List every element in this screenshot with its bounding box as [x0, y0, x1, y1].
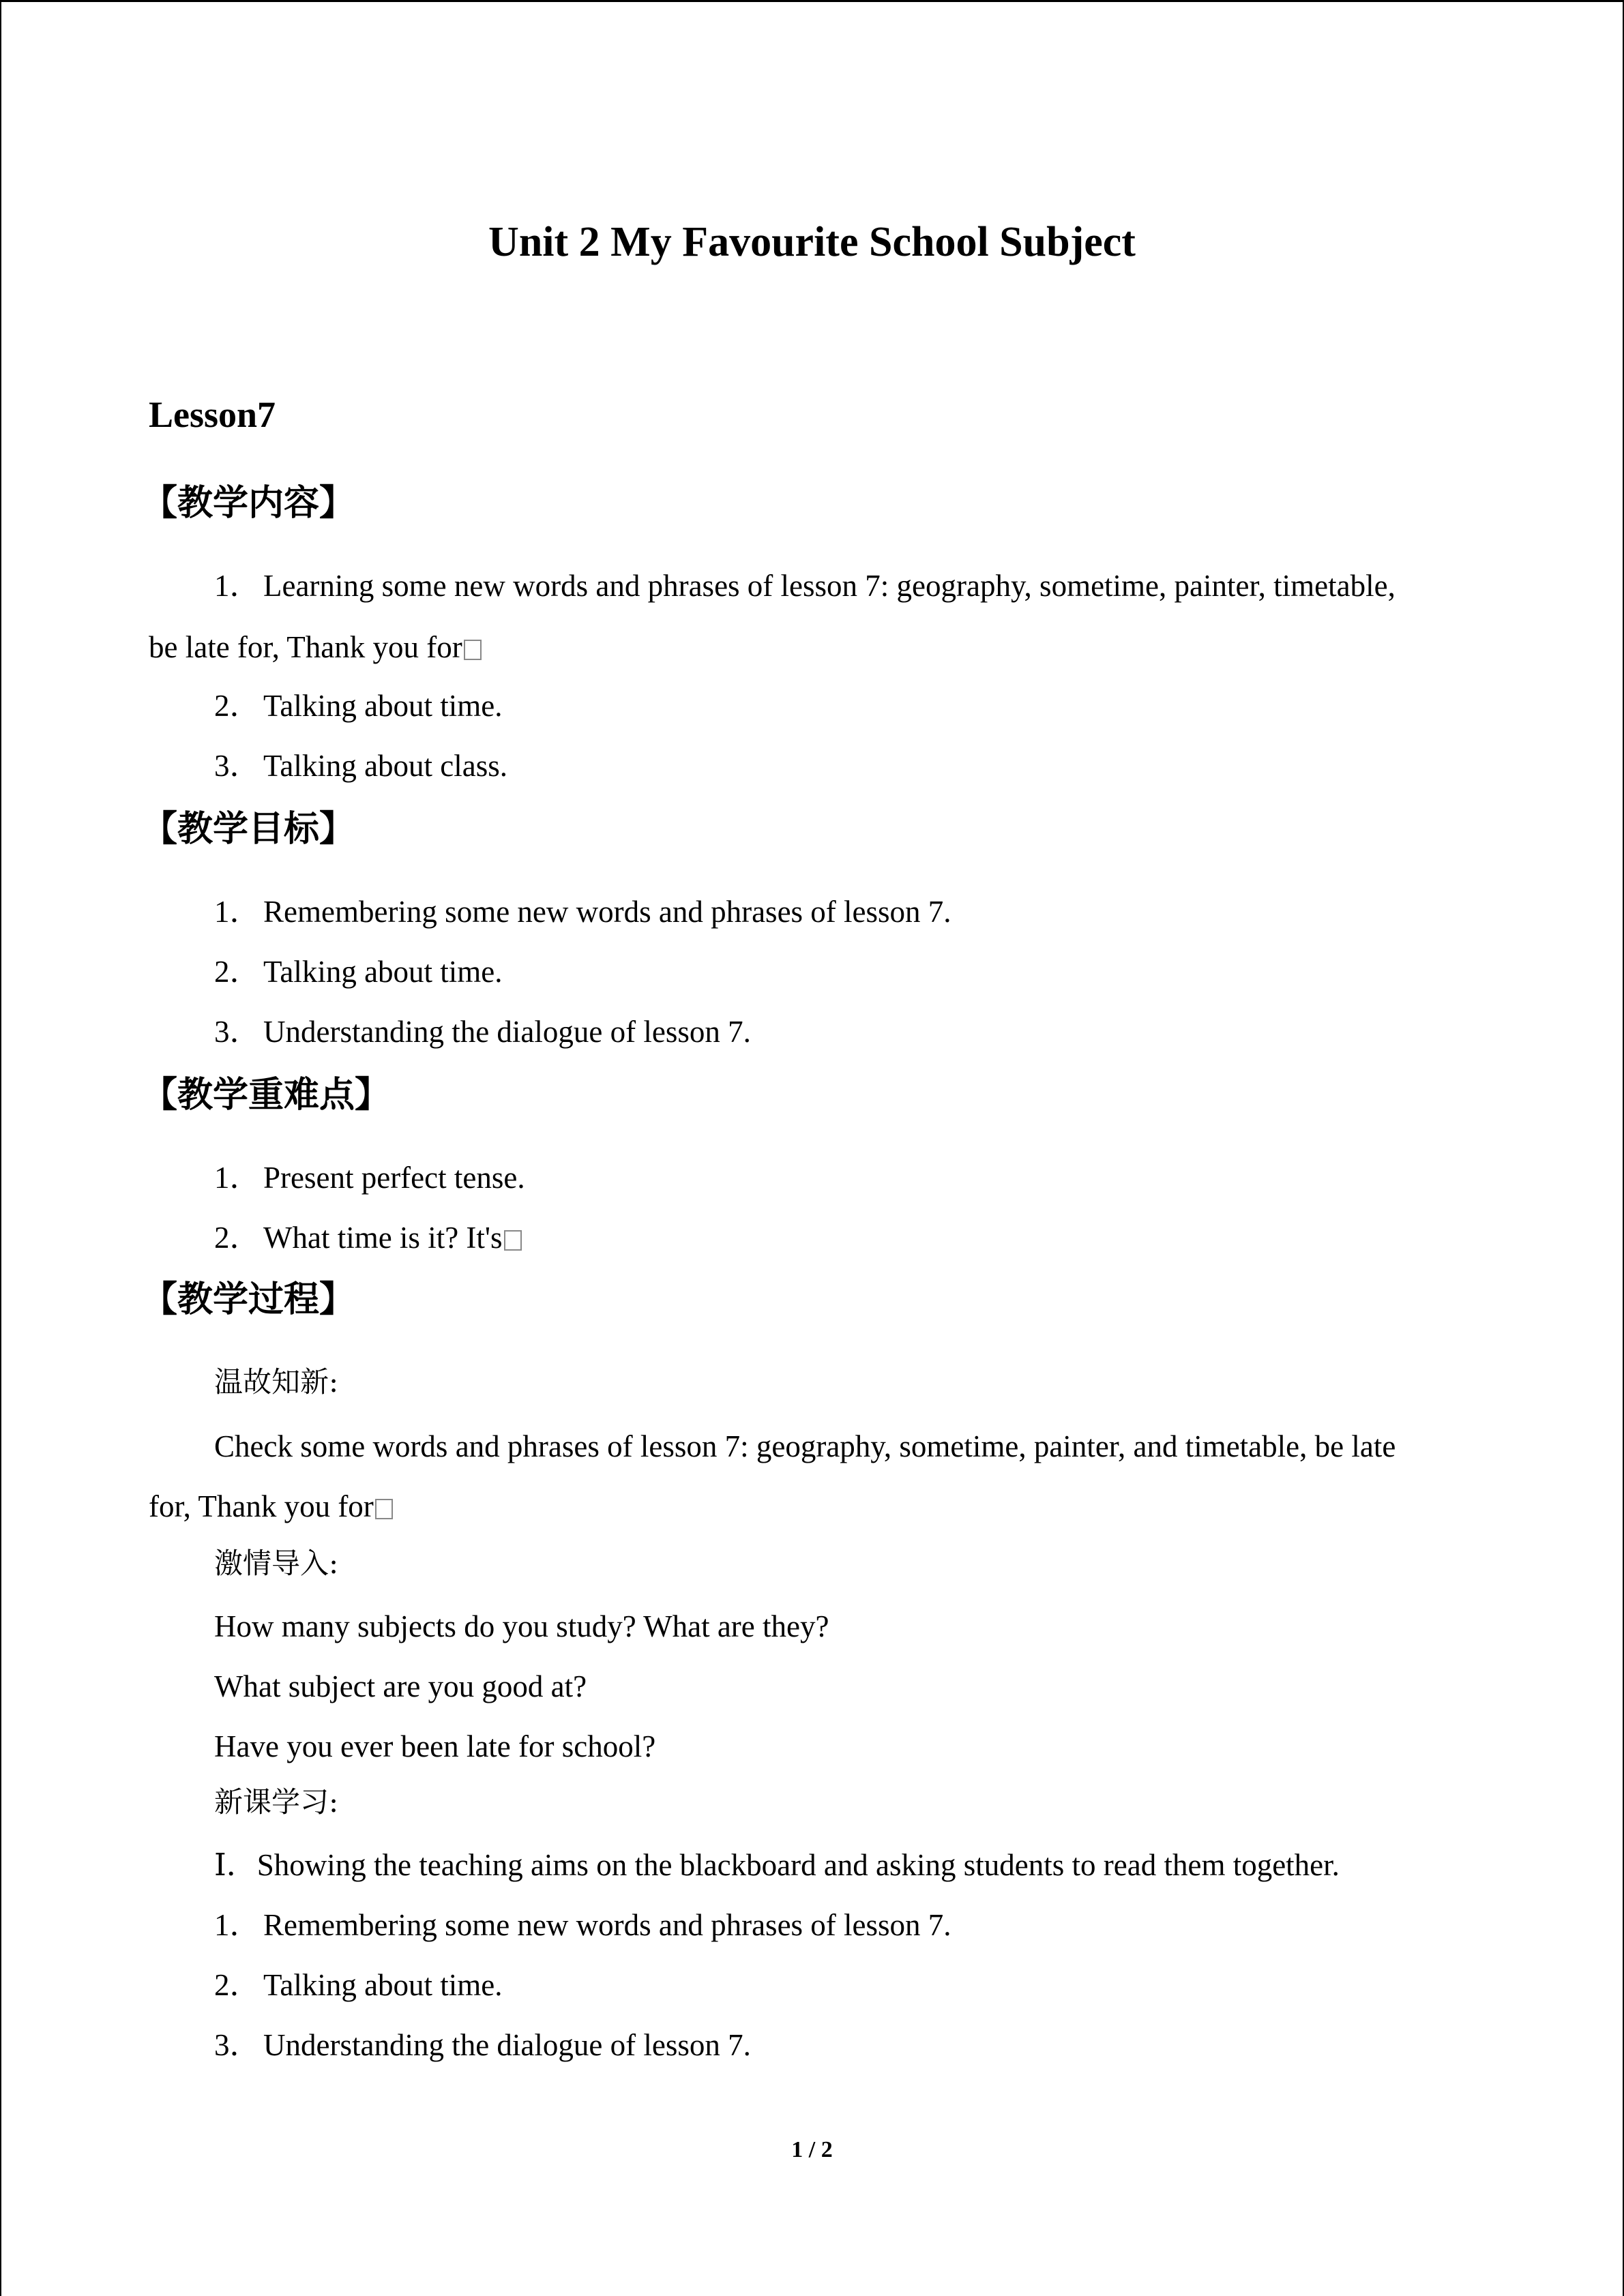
- aim-item-1-text: Remembering some new words and phrases of lesson 7.: [263, 1908, 951, 1942]
- missing-glyph-box: [504, 1230, 522, 1251]
- review-cont: [149, 1486, 393, 1527]
- content-item-3-text: Talking about class.: [263, 749, 508, 783]
- keypoints-item-1: [214, 1157, 525, 1198]
- aim-item-2-text: Talking about time.: [263, 1968, 503, 2002]
- goals-item-1: [214, 891, 951, 932]
- goals-item-1-num: 1．: [214, 895, 261, 929]
- heading-goals: 【教学目标】: [142, 809, 355, 850]
- goals-item-1-text: Remembering some new words and phrases of lesson 7.: [263, 895, 951, 929]
- keypoints-item-1-text: Present perfect tense.: [263, 1161, 525, 1195]
- content-item-1-num: 1．: [214, 569, 261, 603]
- content-item-1-cont: [149, 627, 482, 668]
- missing-glyph-box: [464, 640, 482, 660]
- review-text: Check some words and phrases of lesson 7: geography, sometime, painter, and timetable, be late: [214, 1429, 1396, 1463]
- aim-item-1: [214, 1905, 951, 1945]
- intro-question-2: What subject are you good at?: [214, 1669, 587, 1703]
- content-item-3-num: 3．: [214, 749, 261, 783]
- step-1: [214, 1845, 1340, 1885]
- content-item-2-num: 2．: [214, 689, 261, 723]
- page-number: 1 / 2: [791, 2137, 833, 2162]
- keypoints-item-2: [214, 1217, 522, 1258]
- review-cont-text: for, Thank you for: [149, 1489, 374, 1523]
- intro-label: 激情导入:: [214, 1547, 339, 1580]
- content-item-2: [214, 685, 503, 726]
- content-item-1-cont-text: be late for, Thank you for: [149, 630, 462, 664]
- keypoints-item-2-num: 2．: [214, 1221, 261, 1255]
- step-1-text: Showing the teaching aims on the blackboard and asking students to read them together.: [256, 1848, 1340, 1882]
- heading-keypoints: 【教学重难点】: [142, 1075, 391, 1116]
- new-lesson-label: 新课学习:: [214, 1785, 339, 1819]
- aim-item-3: [214, 2025, 751, 2066]
- keypoints-item-2-text: What time is it? It's: [263, 1221, 503, 1255]
- heading-process: 【教学过程】: [142, 1279, 355, 1320]
- missing-glyph-box: [375, 1499, 393, 1519]
- aim-item-1-num: 1．: [214, 1908, 261, 1942]
- content-item-3: [214, 745, 507, 786]
- aim-item-3-text: Understanding the dialogue of lesson 7.: [263, 2028, 751, 2062]
- aim-item-3-num: 3．: [214, 2028, 261, 2062]
- goals-item-3-text: Understanding the dialogue of lesson 7.: [263, 1015, 751, 1049]
- document-title: Unit 2 My Favourite School Subject: [488, 219, 1136, 265]
- aim-item-2: [214, 1965, 503, 2006]
- goals-item-3: [214, 1011, 751, 1052]
- content-item-1: [214, 565, 1396, 606]
- keypoints-item-1-num: 1．: [214, 1161, 261, 1195]
- goals-item-2-text: Talking about time.: [263, 955, 503, 989]
- intro-question-3: Have you ever been late for school?: [214, 1729, 656, 1763]
- aim-item-2-num: 2．: [214, 1968, 261, 2002]
- intro-question-1: How many subjects do you study? What are they?: [214, 1609, 829, 1643]
- heading-content: 【教学内容】: [142, 483, 355, 524]
- goals-item-2: [214, 951, 503, 992]
- content-item-2-text: Talking about time.: [263, 689, 503, 723]
- goals-item-3-num: 3．: [214, 1015, 261, 1049]
- step-1-num: Ⅰ．: [214, 1848, 257, 1882]
- lesson-label: Lesson7: [149, 394, 276, 435]
- goals-item-2-num: 2．: [214, 955, 261, 989]
- content-item-1-text: Learning some new words and phrases of lesson 7: geography, sometime, painter, timetable,: [263, 569, 1396, 603]
- review-label: 温故知新:: [214, 1365, 339, 1399]
